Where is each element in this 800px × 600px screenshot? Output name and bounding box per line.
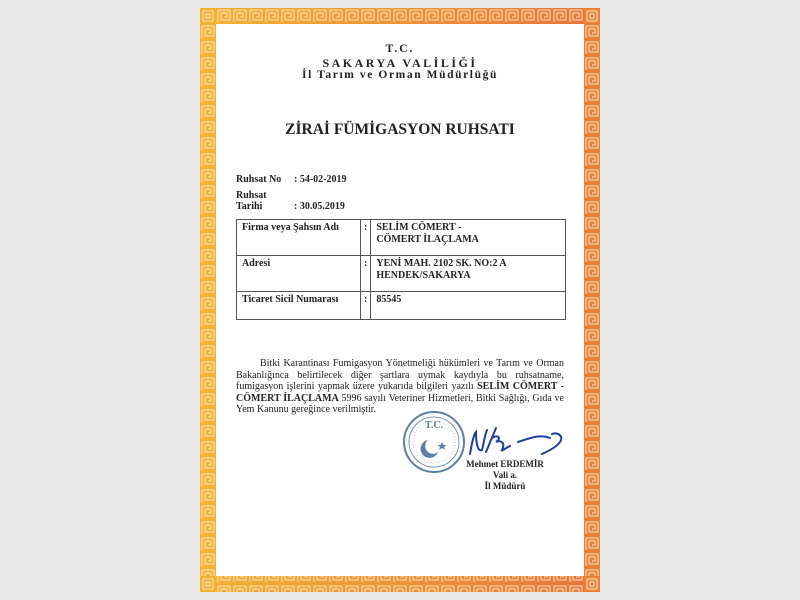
- value-line: SELİM CÖMERT -: [376, 222, 462, 233]
- signatory-name: Mehmet ERDEMİR: [466, 459, 544, 469]
- body-paragraph: [236, 358, 564, 416]
- paragraph-text-1: Bitki Karantinası Fumigasyon Yönetmeliği hükümleri ve Tarım ve Orman Bakanlığınca belirtilecek diğer şartlara uymak kaydıyla bu ruhsatname, fumigasyon işlerini yapmak üzere yukarıda bilgileri yazılı: [236, 358, 564, 392]
- license-number: [236, 174, 347, 185]
- license-date-label: Ruhsat Tarihi: [236, 190, 267, 212]
- paragraph-company: SELİM CÖMERT - CÖMERT İLAÇLAMA: [236, 381, 565, 404]
- row-separator: :: [361, 256, 371, 292]
- row-value: [371, 256, 566, 292]
- license-number-label: Ruhsat No: [236, 174, 282, 185]
- document-title: ZİRAİ FÜMİGASYON RUHSATI: [285, 121, 515, 138]
- row-value: [371, 292, 566, 320]
- header-directorate: İl Tarım ve Orman Müdürlüğü: [302, 69, 498, 81]
- value-line: CÖMERT İLAÇLAMA: [376, 234, 479, 245]
- signatory-title-1: Vali a.: [492, 470, 518, 480]
- value-line: YENİ MAH. 2102 SK. NO:2 A: [376, 258, 507, 269]
- certificate-document: [200, 8, 600, 592]
- header-governorship: SAKARYA VALİLİĞİ: [322, 56, 478, 70]
- signature-icon: [466, 424, 576, 464]
- license-date-value: : 30.05.2019: [294, 201, 345, 212]
- row-separator: :: [361, 220, 371, 256]
- row-label: Adresi: [237, 256, 361, 292]
- signatory-block: [450, 459, 560, 492]
- table-row: [237, 292, 566, 320]
- table-row: [237, 220, 566, 256]
- row-value: [371, 220, 566, 256]
- info-table: [236, 219, 566, 320]
- signatory-title-2: İl Müdürü: [484, 481, 526, 491]
- value-line: HENDEK/SAKARYA: [376, 270, 471, 281]
- row-label: Ticaret Sicil Numarası: [237, 292, 361, 320]
- row-separator: :: [361, 292, 371, 320]
- license-date: [236, 190, 345, 212]
- license-number-value: : 54-02-2019: [294, 174, 347, 185]
- header-tc: T.C.: [385, 43, 415, 55]
- value-line: 85545: [376, 294, 402, 305]
- paragraph-text-2: 5996 sayılı Veteriner Hizmetleri, Bitki Sağlığı, Gıda ve Yem Kanunu gereğince verilmiştir.: [236, 392, 564, 415]
- seal-text: T.C.: [424, 420, 444, 431]
- table-row: [237, 256, 566, 292]
- row-label: Firma veya Şahsın Adı: [237, 220, 361, 256]
